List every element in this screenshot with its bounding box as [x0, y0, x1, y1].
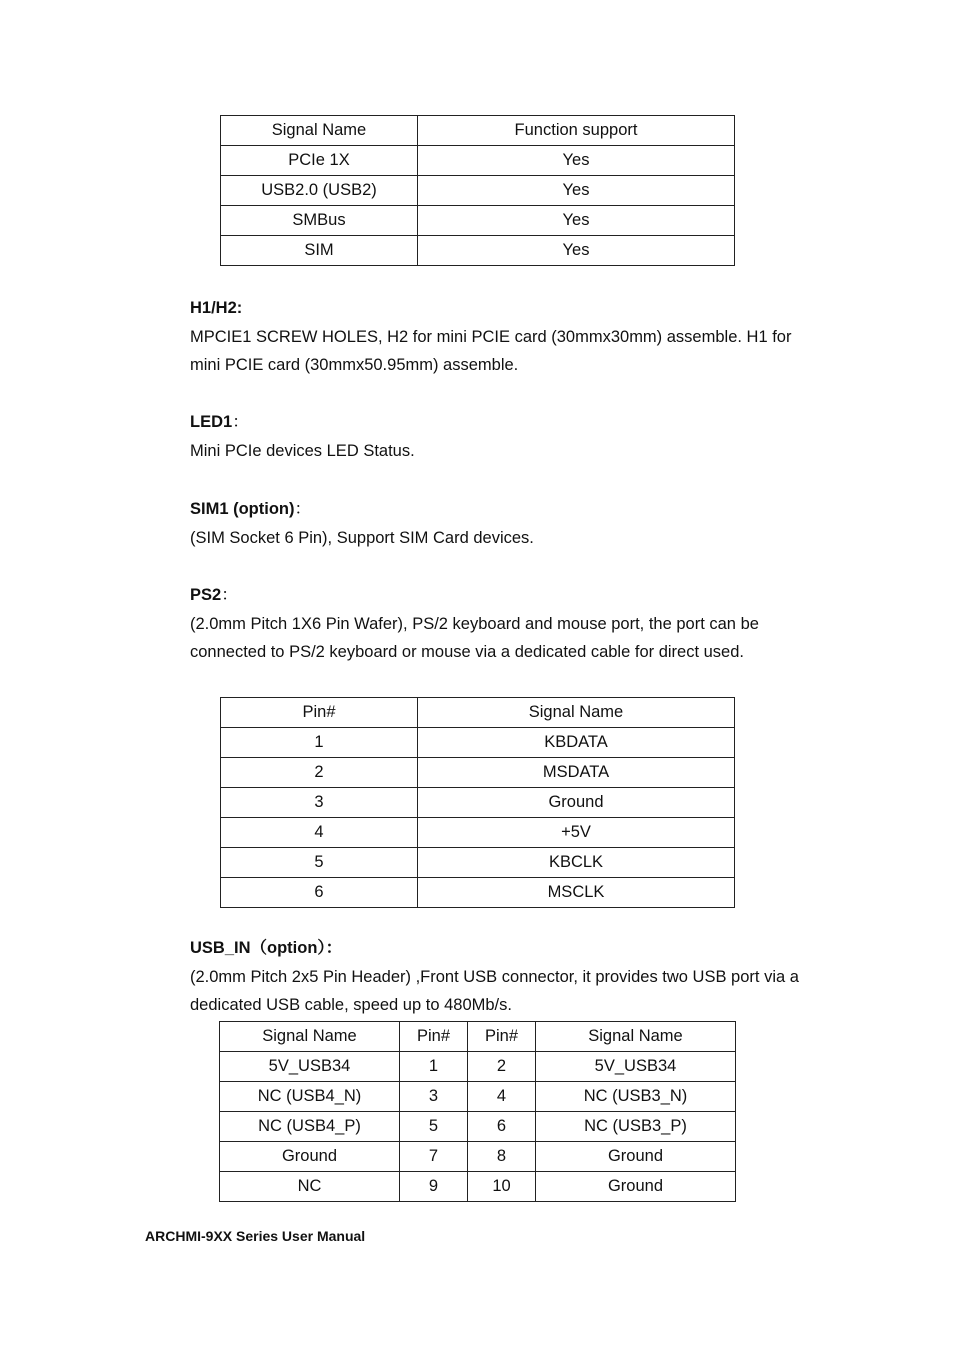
table-row — [221, 818, 735, 848]
cell-signal: MSDATA — [418, 758, 735, 788]
table-row — [220, 1112, 736, 1142]
table-header-row — [220, 1022, 736, 1052]
cell-signal: SIM — [221, 236, 418, 266]
usb-in-heading: USB_IN（option）： — [190, 939, 343, 957]
table-row — [221, 146, 735, 176]
led1-description: Mini PCIe devices LED Status. — [190, 441, 415, 460]
cell-support: Yes — [418, 176, 735, 206]
cell-pin-left: 9 — [400, 1172, 468, 1202]
table-row — [220, 1052, 736, 1082]
h1h2-heading: H1/H2: — [190, 299, 243, 317]
cell-pin-left: 7 — [400, 1142, 468, 1172]
cell-pin: 5 — [221, 848, 418, 878]
led1-title: LED1 — [190, 413, 233, 431]
function-support-table — [220, 115, 735, 266]
cell-pin-left: 5 — [400, 1112, 468, 1142]
sim1-description: (SIM Socket 6 Pin), Support SIM Card devices. — [190, 528, 534, 547]
cell-pin-right: 6 — [468, 1112, 536, 1142]
cell-signal: +5V — [418, 818, 735, 848]
cell-pin-right: 2 — [468, 1052, 536, 1082]
ps2-heading — [190, 581, 815, 610]
cell-signal-left: 5V_USB34 — [220, 1052, 400, 1082]
cell-signal: KBDATA — [418, 728, 735, 758]
header-pin: Pin# — [221, 698, 418, 728]
table-header-row — [221, 698, 735, 728]
sim1-section — [190, 495, 815, 552]
page-footer: ARCHMI-9XX Series User Manual — [145, 1228, 366, 1244]
cell-pin-left: 1 — [400, 1052, 468, 1082]
usb-in-section — [190, 934, 815, 1020]
table-row — [221, 206, 735, 236]
ps2-description: (2.0mm Pitch 1X6 Pin Wafer), PS/2 keyboard and mouse port, the port can be connected to PS/2 keyboard or mouse via a dedicated cable for direct used. — [190, 614, 759, 661]
cell-signal: PCIe 1X — [221, 146, 418, 176]
table-row — [221, 848, 735, 878]
header-signal-name: Signal Name — [418, 698, 735, 728]
header-pin-left: Pin# — [400, 1022, 468, 1052]
cell-pin: 4 — [221, 818, 418, 848]
led1-section — [190, 408, 815, 465]
cell-signal-right: Ground — [536, 1142, 736, 1172]
cell-signal-left: Ground — [220, 1142, 400, 1172]
ps2-title: PS2 — [190, 586, 222, 604]
cell-pin: 6 — [221, 878, 418, 908]
table-row — [220, 1082, 736, 1112]
ps2-pin-table — [220, 697, 735, 908]
cell-signal-left: NC (USB4_N) — [220, 1082, 400, 1112]
cell-signal-left: NC — [220, 1172, 400, 1202]
cell-signal: SMBus — [221, 206, 418, 236]
h1h2-section — [190, 294, 815, 380]
sim1-colon: ： — [294, 500, 311, 518]
cell-pin: 2 — [221, 758, 418, 788]
cell-support: Yes — [418, 236, 735, 266]
usb-in-description: (2.0mm Pitch 2x5 Pin Header) ,Front USB connector, it provides two USB port via a dedicated USB cable, speed up to 480Mb/s. — [190, 967, 799, 1014]
table-header-row — [221, 116, 735, 146]
table-row — [221, 236, 735, 266]
cell-pin-left: 3 — [400, 1082, 468, 1112]
cell-pin: 3 — [221, 788, 418, 818]
table-row — [221, 878, 735, 908]
cell-support: Yes — [418, 146, 735, 176]
led1-heading — [190, 408, 815, 437]
ps2-colon: ： — [221, 586, 238, 604]
cell-pin: 1 — [221, 728, 418, 758]
header-signal-name: Signal Name — [221, 116, 418, 146]
sim1-title: SIM1 (option) — [190, 500, 295, 518]
cell-support: Yes — [418, 206, 735, 236]
table-row — [221, 728, 735, 758]
cell-signal-right: Ground — [536, 1172, 736, 1202]
cell-signal: Ground — [418, 788, 735, 818]
cell-signal-right: NC (USB3_P) — [536, 1112, 736, 1142]
table-row — [221, 758, 735, 788]
table-row — [220, 1142, 736, 1172]
header-signal-name-right: Signal Name — [536, 1022, 736, 1052]
cell-signal: USB2.0 (USB2) — [221, 176, 418, 206]
cell-signal-right: 5V_USB34 — [536, 1052, 736, 1082]
usb-in-pin-table — [219, 1021, 736, 1202]
cell-pin-right: 4 — [468, 1082, 536, 1112]
sim1-heading — [190, 495, 815, 524]
header-pin-right: Pin# — [468, 1022, 536, 1052]
cell-signal: MSCLK — [418, 878, 735, 908]
cell-signal-right: NC (USB3_N) — [536, 1082, 736, 1112]
cell-signal-left: NC (USB4_P) — [220, 1112, 400, 1142]
cell-pin-right: 8 — [468, 1142, 536, 1172]
cell-signal: KBCLK — [418, 848, 735, 878]
table-row — [221, 788, 735, 818]
led1-colon: ： — [232, 413, 249, 431]
header-function-support: Function support — [418, 116, 735, 146]
table-row — [221, 176, 735, 206]
ps2-section — [190, 581, 815, 667]
header-signal-name-left: Signal Name — [220, 1022, 400, 1052]
cell-pin-right: 10 — [468, 1172, 536, 1202]
table-row — [220, 1172, 736, 1202]
h1h2-description: MPCIE1 SCREW HOLES, H2 for mini PCIE card (30mmx30mm) assemble. H1 for mini PCIE card (30mmx50.95mm) assemble. — [190, 327, 792, 374]
